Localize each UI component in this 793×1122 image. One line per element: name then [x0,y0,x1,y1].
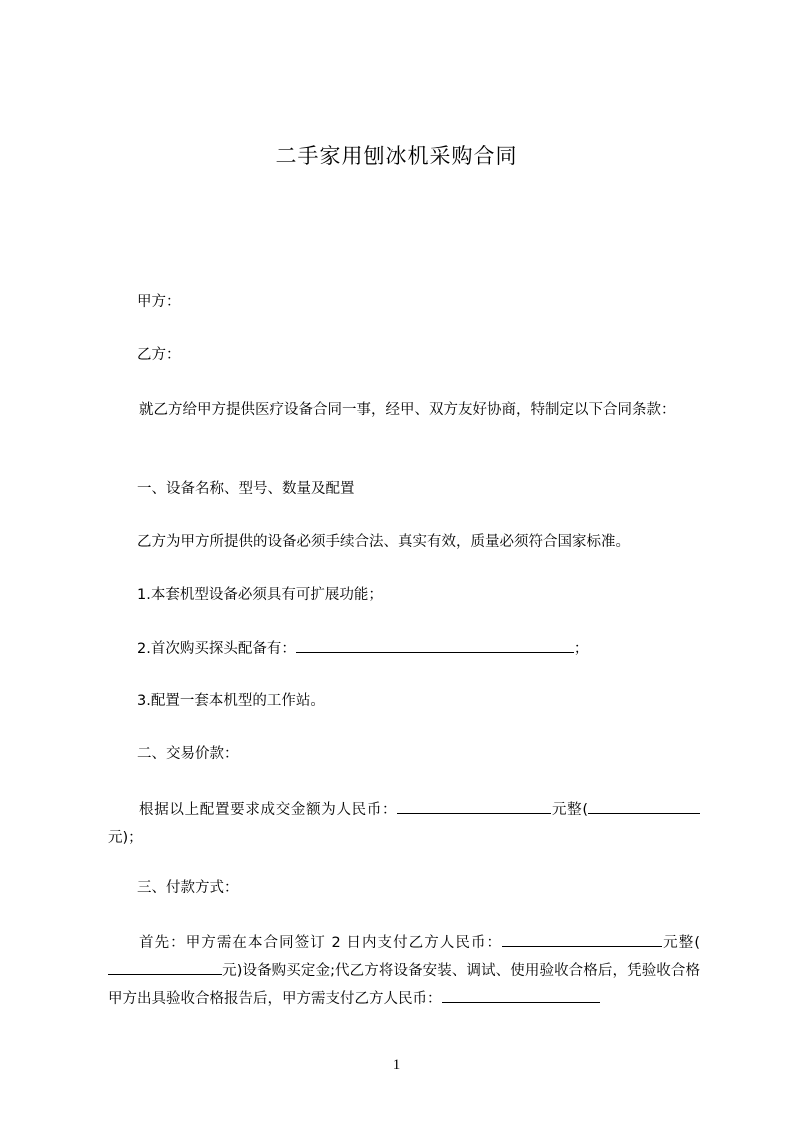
item-2 [137,638,588,659]
price-paragraph [108,796,700,852]
payment-text-1: 首先：甲方需在本合同签订 2 日内支付乙方人民币： [139,935,503,951]
party-b-label: 乙方： [137,347,181,363]
payment-text-2: 元整( [662,935,700,951]
price-amount-blank [397,799,551,814]
document-title: 二手家用刨冰机采购合同 [275,144,518,168]
section3-heading: 三、付款方式： [137,880,239,896]
item-2-suffix: ； [573,641,589,657]
intro-paragraph: 就乙方给甲方提供医疗设备合同一事，经甲、双方友好协商，特制定以下合同条款： [139,402,676,418]
payment-amount-blank [502,932,662,947]
price-words-blank-1 [588,799,670,814]
price-mid: 元整( [551,802,588,818]
party-a-label: 甲方： [137,294,181,310]
section1-text: 乙方为甲方所提供的设备必须手续合法、真实有效，质量必须符合国家标准。 [137,534,630,550]
item-1: 1.本套机型设备必须具有可扩展功能； [137,587,383,603]
section1-heading: 一、设备名称、型号、数量及配置 [137,481,355,497]
payment-words-blank [108,960,222,975]
page-number: 1 [392,1057,401,1073]
item-2-blank [296,638,574,653]
price-words-blank-2 [670,799,700,814]
item-3: 3.配置一套本机型的工作站。 [137,693,325,709]
payment-text-3: 元)设备购买定金;代乙方将设备安装、调试、使用验收合格后，凭验收合格甲方出具验收合格报告后，甲方需支付乙方人民币： [108,963,700,1007]
price-suffix: 元)； [108,830,143,846]
price-label: 根据以上配置要求成交金额为人民币： [139,802,398,818]
payment-final-blank [442,988,600,1003]
item-2-label: 2.首次购买探头配备有： [137,641,296,657]
section2-heading: 二、交易价款： [137,746,239,762]
payment-paragraph [108,929,700,1013]
